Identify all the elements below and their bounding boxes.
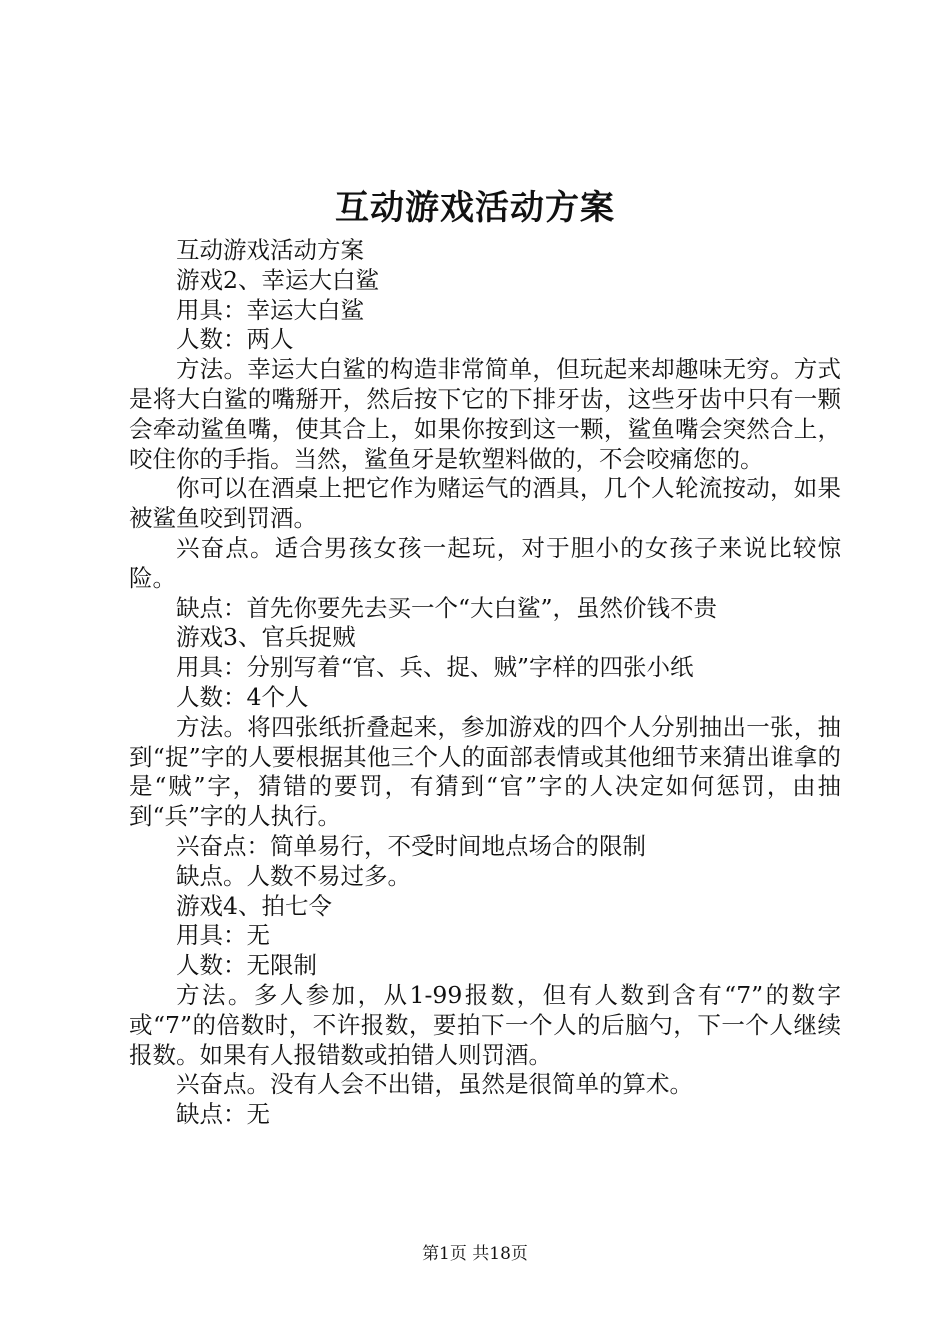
game-4-players: 人数：无限制 [176,951,317,980]
game-2-players: 人数：两人 [176,325,294,354]
game-4-equipment: 用具：无 [176,921,270,950]
game-3-players: 人数：4个人 [176,682,309,711]
game-2-usage: 你可以在酒桌上把它作为赌运气的酒具，几个人轮流按动，如果被鲨鱼咬到罚酒。 [129,474,841,533]
game-4-title: 游戏4、拍七令 [176,891,332,920]
game-2-method: 方法。幸运大白鲨的构造非常简单，但玩起来却趣味无穷。方式是将大白鲨的嘴掰开，然后按下它的下排牙齿，这些牙齿中只有一颗会牵动鲨鱼嘴，使其合上，如果你按到这一颗，鲨鱼嘴会突然合上，咬住你的手指。当然，鲨鱼牙是软塑料做的，不会咬痛您的。 [129,355,841,473]
document-title: 互动游戏活动方案 [335,188,615,228]
game-3-equipment: 用具：分别写着“官、兵、捉、贼”字样的四张小纸 [176,653,694,682]
game-3-drawback: 缺点。人数不易过多。 [176,861,411,890]
game-4-highlight: 兴奋点。没有人会不出错，虽然是很简单的算术。 [176,1070,693,1099]
game-3-method: 方法。将四张纸折叠起来，参加游戏的四个人分别抽出一张，抽到“捉”字的人要根据其他三个人的面部表情或其他细节来猜出谁拿的是“贼”字，猜错的要罚，有猜到“官”字的人决定如何惩罚，由抽到“兵”字的人执行。 [129,712,841,831]
game-3-title: 游戏3、官兵捉贼 [176,623,356,652]
page-number-footer: 第1页 共18页 [422,1244,528,1264]
paragraph-heading: 互动游戏活动方案 [176,236,364,264]
game-2-title: 游戏2、幸运大白鲨 [176,265,379,294]
game-3-highlight: 兴奋点：简单易行，不受时间地点场合的限制 [176,831,646,860]
game-4-method: 方法。多人参加，从1-99报数，但有人数到含有“7”的数字或“7”的倍数时，不许报数，要拍下一个人的后脑勺，下一个人继续报数。如果有人报错数或拍错人则罚酒。 [129,980,841,1069]
game-2-equipment: 用具：幸运大白鲨 [176,295,364,324]
game-2-highlight: 兴奋点。适合男孩女孩一起玩，对于胆小的女孩子来说比较惊险。 [129,533,841,592]
game-2-drawback: 缺点：首先你要先去买一个“大白鲨”，虽然价钱不贵 [176,593,718,622]
game-4-drawback: 缺点：无 [176,1100,270,1129]
document-body [129,236,841,1130]
